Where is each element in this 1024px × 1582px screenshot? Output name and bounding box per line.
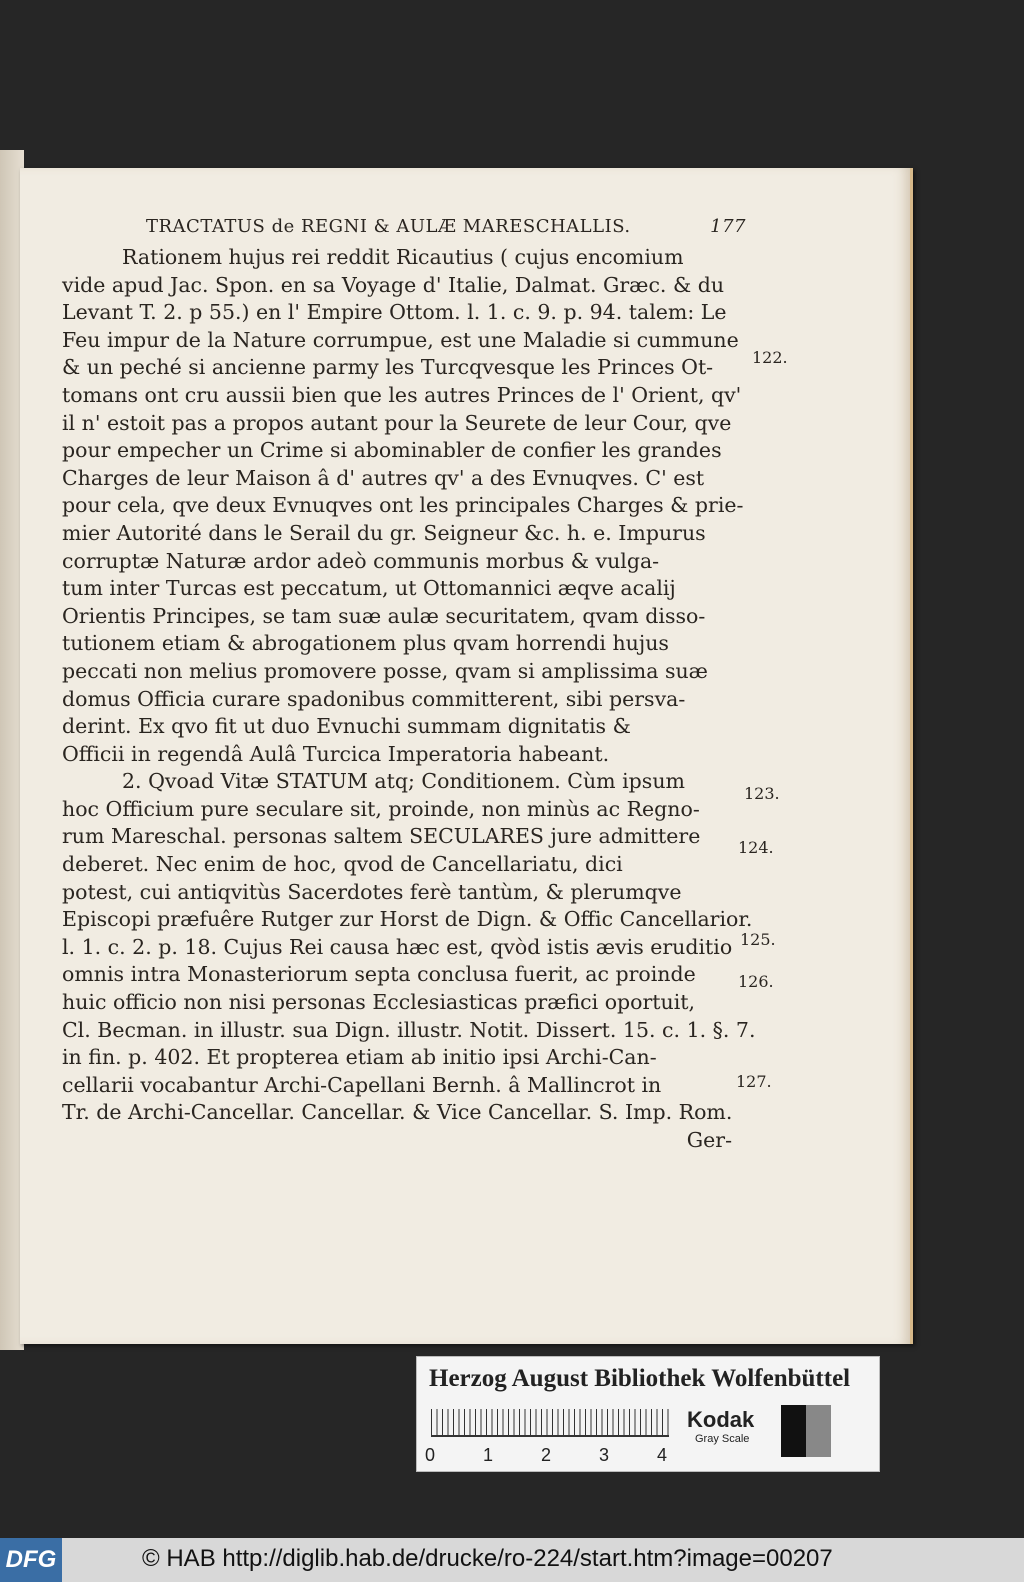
margin-number: 126.: [738, 972, 774, 991]
text-line: Tr. de Archi-Cancellar. Cancellar. & Vice Cancellar. S. Imp. Rom.: [62, 1100, 733, 1125]
margin-number: 124.: [738, 838, 774, 857]
text-line: Orientis Principes, se tam suæ aulæ securitatem, qvam disso-: [62, 603, 706, 628]
text-line: Cl. Becman. in illustr. sua Dign. illustr. Notit. Dissert. 15. c. 1. §. 7.: [62, 1017, 756, 1042]
ruler-number: 2: [541, 1445, 552, 1465]
text-line: Ger-: [686, 1128, 732, 1152]
text-line: domus Officia curare spadonibus committerent, sibi persva-: [62, 686, 686, 711]
kodak-logo: [687, 1407, 754, 1445]
page-number: 177: [710, 216, 746, 237]
kodak-brand: Kodak: [687, 1407, 755, 1432]
text-line: peccati non melius promovere posse, qvam si amplissima suæ: [62, 658, 708, 683]
text-line: derint. Ex qvo fit ut duo Evnuchi summam dignitatis &: [62, 714, 631, 739]
ruler-number: 0: [425, 1445, 436, 1465]
text-line: Levant T. 2. p 55.) en l' Empire Ottom. l. 1. c. 9. p. 94. talem: Le: [62, 300, 727, 325]
text-line: Feu impur de la Nature corrumpue, est une Maladie si cummune: [62, 327, 739, 352]
text-line: pour cela, qve deux Evnuqves ont les principales Charges & prie-: [62, 493, 744, 518]
text-line: Officii in regendâ Aulâ Turcica Imperatoria habeant.: [62, 741, 610, 766]
dfg-logo: DFG: [0, 1538, 62, 1582]
margin-number: 122.: [752, 348, 788, 367]
text-line: Episcopi præfuêre Rutger zur Horst de Dign. & Offic Cancellarior.: [62, 907, 753, 932]
text-line: rum Mareschal. personas saltem SECULARES jure admittere: [62, 824, 701, 849]
text-line: tomans ont cru aussii bien que les autres Princes de l' Orient, qv': [62, 382, 742, 407]
footer-bar: [0, 1538, 1024, 1582]
text-line: omnis intra Monasteriorum septa conclusa fuerit, ac proinde: [62, 962, 696, 987]
text-line: corruptæ Naturæ ardor adeò communis morbus & vulga-: [62, 548, 660, 573]
text-line: cellarii vocabantur Archi-Capellani Bernh. â Mallincrot in: [62, 1072, 662, 1097]
scale-ruler: [431, 1409, 669, 1437]
text-line: 2. Qvoad Vitæ STATUM atq; Conditionem. Cùm ipsum: [122, 769, 685, 794]
text-line: mier Autorité dans le Serail du gr. Seigneur &c. h. e. Impurus: [62, 520, 706, 545]
text-line: & un peché si ancienne parmy les Turcqvesque les Princes Ot-: [62, 355, 714, 380]
ruler-number: 1: [483, 1445, 494, 1465]
text-line: potest, cui antiqvitùs Sacerdotes ferè tantùm, & plerumqve: [62, 879, 682, 904]
text-line: deberet. Nec enim de hoc, qvod de Cancellariatu, dici: [62, 852, 623, 877]
text-line: il n' estoit pas a propos autant pour la Seurete de leur Cour, qve: [62, 410, 732, 435]
ruler-number: 4: [657, 1445, 668, 1465]
ruler-number: 3: [599, 1445, 610, 1465]
text-line: in fin. p. 402. Et propterea etiam ab initio ipsi Archi-Can-: [62, 1045, 657, 1070]
margin-number: 125.: [740, 930, 776, 949]
text-line: huic officio non nisi personas Ecclesiasticas præfici oportuit,: [62, 990, 696, 1015]
text-line: Rationem hujus rei reddit Ricautius ( cujus encomium: [122, 245, 684, 269]
text-line: pour empecher un Crime si abominabler de confier les grandes: [62, 438, 722, 463]
running-header: [146, 216, 746, 244]
margin-number: 123.: [744, 784, 780, 803]
header-title: TRACTATUS de REGNI & AULÆ MARESCHALLIS.: [146, 216, 631, 237]
library-name: Herzog August Bibliothek Wolfenbüttel: [429, 1365, 851, 1392]
text-line: hoc Officium pure seculare sit, proinde, non minùs ac Regno-: [62, 796, 700, 821]
gray-scale-swatch: [781, 1405, 831, 1457]
text-line: tutionem etiam & abrogationem plus qvam horrendi hujus: [62, 631, 669, 656]
text-line: l. 1. c. 2. p. 18. Cujus Rei causa hæc est, qvòd istis ævis eruditio: [62, 934, 733, 959]
text-line: Charges de leur Maison â d' autres qv' a des Evnuqves. C' est: [62, 465, 705, 490]
text-line: vide apud Jac. Spon. en sa Voyage d' Italie, Dalmat. Græc. & du: [62, 272, 725, 297]
library-label-card: [416, 1356, 880, 1472]
gray-scale-label: Gray Scale: [695, 1433, 750, 1445]
margin-number: 127.: [736, 1072, 772, 1091]
text-line: tum inter Turcas est peccatum, ut Ottomannici æqve acalij: [62, 576, 676, 601]
copyright-url: © HAB http://diglib.hab.de/drucke/ro-224/start.htm?image=00207: [142, 1545, 833, 1572]
